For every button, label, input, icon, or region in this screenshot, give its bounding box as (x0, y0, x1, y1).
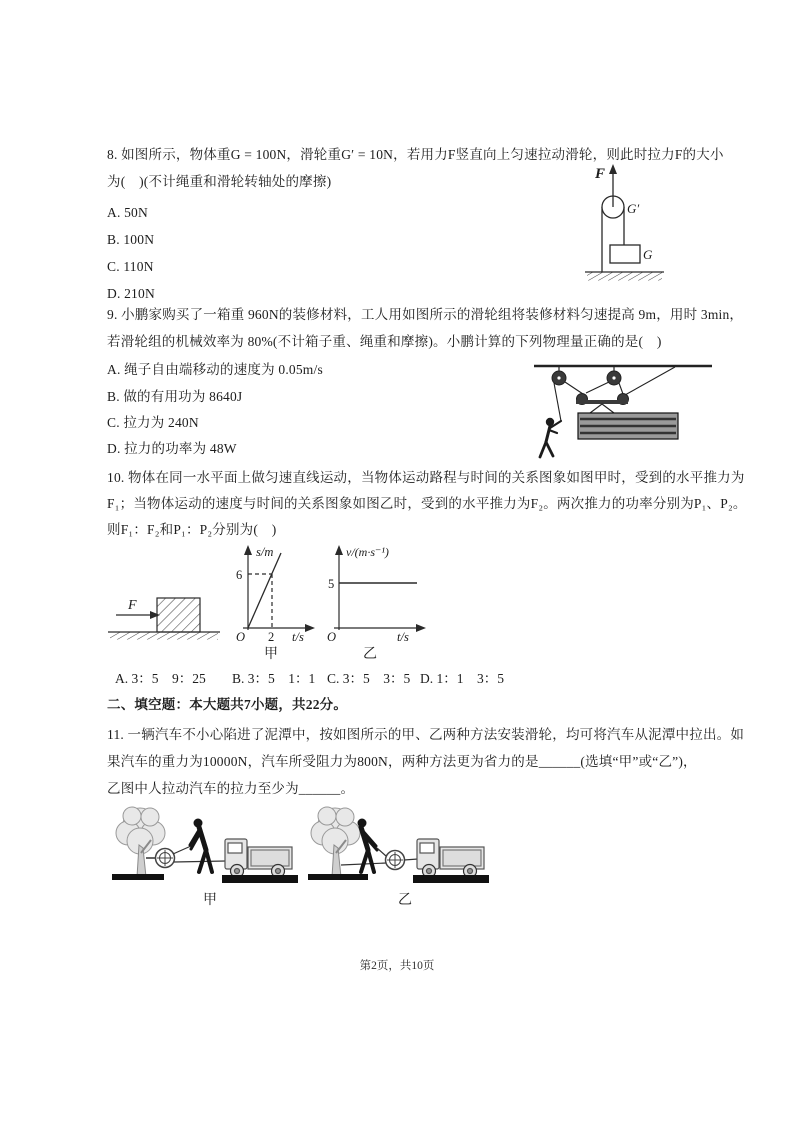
q8-option-b: B. 100N (107, 232, 155, 247)
q8-line-2: 为( )(不计绳重和滑轮转轴处的摩擦) (107, 174, 332, 189)
q11-line-1: 11. 一辆汽车不小心陷进了泥潭中，按如图所示的甲、乙两种方法安装滑轮，均可将汽车从泥潭中拉出。如 (107, 727, 745, 742)
pulley-left-scene (156, 849, 175, 868)
jia-ytick: 6 (236, 568, 243, 582)
q8-option-d: D. 210N (107, 286, 155, 301)
q10-force-label: F (128, 598, 137, 613)
jia-data-line (248, 553, 281, 628)
q10-line-3: 则F₁：F₂和P₁：P₂分别为( ) (107, 522, 277, 537)
yi-ytick: 5 (328, 577, 335, 591)
q10-option-c: C. 3：5 3：5 (327, 671, 411, 686)
caption-jia: 甲 (203, 893, 217, 908)
q8-pulley-weight-label: G′ (627, 201, 640, 216)
truck-left-scene (225, 839, 292, 878)
scene-jia (112, 807, 298, 908)
jia-xlabel: t/s (292, 630, 304, 644)
ground-hatching (587, 273, 662, 281)
ground-strip-truck-left (222, 875, 298, 883)
q9-line-2: 若滑轮组的机械效率为 80%(不计箱子重、绳重和摩擦)。小鹏计算的下列物理量正确的是( ) (107, 334, 662, 349)
q11-line-2: 果汽车的重力为10000N，汽车所受阻力为800N，两种方法更为省力的是______(选填“甲”或“乙”)， (107, 754, 697, 769)
caption-yi: 乙 (398, 893, 412, 908)
person-left-scene (190, 819, 212, 873)
worker-figure (540, 418, 561, 457)
q10-graph-yi (323, 540, 435, 662)
q9-option-a: A. 绳子自由端移动的速度为 0.05m/s (107, 362, 323, 377)
q8-pulley-figure (580, 158, 700, 286)
jia-caption: 甲 (264, 647, 278, 662)
q10-line-1: 10. 物体在同一水平面上做匀速直线运动，当物体运动路程与时间的关系图象如图甲时，受到的水平推力为 (107, 470, 745, 485)
jia-xtick: 2 (268, 630, 275, 644)
truck-right-scene (417, 839, 484, 878)
q10-block-figure (106, 588, 224, 642)
jia-axes (243, 545, 315, 632)
scene-yi (308, 807, 489, 908)
q10-option-a: A. 3：5 9：25 (115, 671, 206, 686)
jia-origin: O (236, 630, 246, 644)
yi-origin: O (327, 630, 337, 644)
hatched-block (157, 598, 200, 632)
q11-trucks-figure (110, 803, 510, 911)
q8-load-weight-label: G (643, 247, 653, 262)
q8-line-1: 8. 如图所示，物体重G = 100N，滑轮重G′ = 10N，若用力F竖直向上匀速拉动滑轮，则此时拉力F的大小 (107, 147, 724, 162)
q9-option-b: B. 做的有用功为 8640J (107, 389, 243, 404)
q9-line-1: 9. 小鹏家购买了一箱重 960N的装修材料，工人用如图所示的滑轮组将装修材料匀速提高 9m，用时 3min， (107, 307, 744, 322)
ground-strip-tree-right (308, 874, 368, 880)
spreader-bar (576, 400, 628, 404)
ground-hatching (110, 633, 218, 640)
yi-ylabel: v/(m·s⁻¹) (346, 545, 389, 559)
pulley-right-scene (386, 851, 405, 870)
q10-option-b: B. 3：5 1：1 (232, 671, 316, 686)
q9-pulley-system-figure (528, 358, 718, 463)
q9-option-d: D. 拉力的功率为 48W (107, 441, 237, 456)
q8-option-c: C. 110N (107, 259, 154, 274)
section-2-title: 二、填空题：本大题共7小题，共22分。 (107, 697, 348, 712)
jia-ylabel: s/m (256, 545, 274, 559)
q10-line-2: F₁；当物体运动的速度与时间的关系图象如图乙时，受到的水平推力为F₂。两次推力的功率分别为P₁、P₂。 (107, 496, 747, 511)
hanging-block (610, 245, 640, 263)
q11-line-3: 乙图中人拉动汽车的拉力至少为______。 (107, 781, 355, 796)
q8-option-a: A. 50N (107, 205, 148, 220)
q8-force-label: F (595, 166, 606, 182)
q9-option-c: C. 拉力为 240N (107, 415, 199, 430)
q10-block-lines (108, 598, 220, 640)
q10-graph-jia (223, 540, 323, 662)
q9-figure-lines (534, 366, 712, 439)
ground-strip-truck-right (413, 875, 489, 883)
force-arrowhead (609, 164, 617, 174)
yi-xlabel: t/s (397, 630, 409, 644)
page-footer: 第2页，共10页 (359, 960, 435, 972)
ground-strip-tree-left (112, 874, 164, 880)
q10-option-d: D. 1：1 3：5 (420, 671, 504, 686)
yi-caption: 乙 (363, 647, 377, 662)
